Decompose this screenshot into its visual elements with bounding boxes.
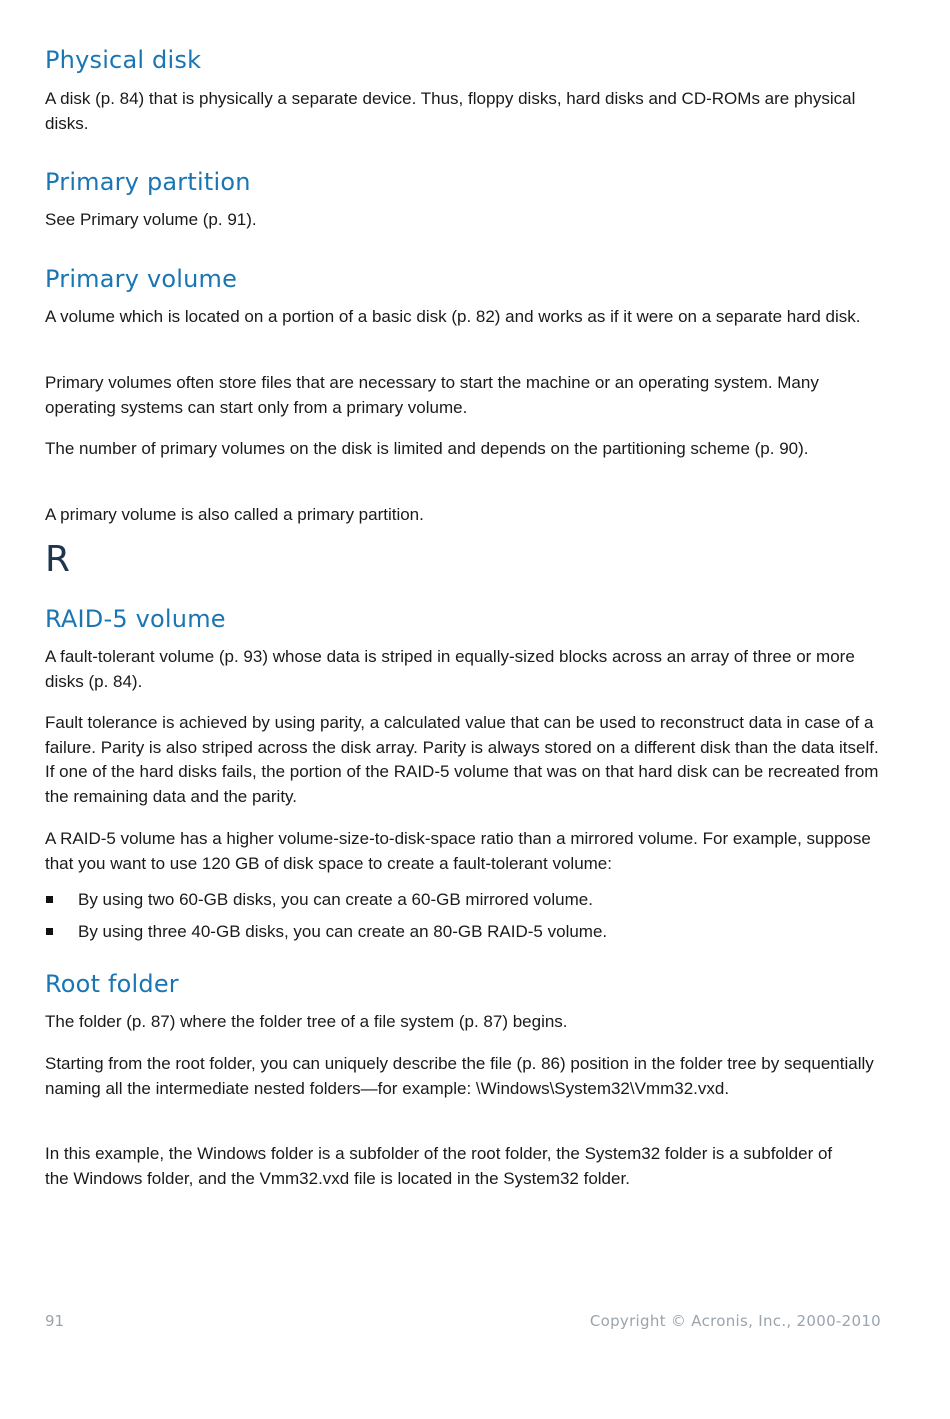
heading-primary-partition: Primary partition [45,168,251,196]
raid5-paragraph-1: A fault-tolerant volume (p. 93) whose data is striped in equally-sized blocks across an array of three or more disks (p. 84). [45,647,855,691]
root-folder-paragraph-2-text: Starting from the root folder, you can uniquely describe the file (p. 86) position in the folder tree by sequentially naming all the intermediate nested folders—for example: \Windows\System32\Vmm32.vxd. [45,1054,874,1098]
list-item [45,920,880,945]
bullet-text: By using two 60-GB disks, you can create a 60-GB mirrored volume. [78,890,593,909]
bullet-text: By using three 40-GB disks, you can create an 80-GB RAID-5 volume. [78,921,608,941]
primary-volume-paragraph-3: The number of primary volumes on the disk is limited and depends on the partitioning scheme (p. 90). [45,439,809,458]
primary-partition-paragraph: See Primary volume (p. 91). [45,210,257,229]
primary-volume-paragraph-2: Primary volumes often store files that are necessary to start the machine or an operating system. Many operating systems can start only from a primary volume. [45,373,819,417]
physical-disk-paragraph: A disk (p. 84) that is physically a separate device. Thus, floppy disks, hard disks and CD-ROMs are physical disks. [45,89,856,133]
list-item [45,888,880,913]
page-number: 91 [45,1312,65,1330]
primary-volume-paragraph-4: A primary volume is also called a primary partition. [45,505,424,524]
raid5-paragraph-2: Fault tolerance is achieved by using parity, a calculated value that can be used to reconstruct data in case of a failure. Parity is also striped across the disk array. Parity is always stored on a different disk than the data itself. If one of the hard disks fails, the portion of the RAID-5 volume that was on that hard disk can be recreated from the remaining data and the parity. [45,713,879,806]
raid5-paragraph-3: A RAID-5 volume has a higher volume-size-to-disk-space ratio than a mirrored volume. For example, suppose that you want to use 120 GB of disk space to create a fault-tolerant volume: [45,829,871,873]
heading-raid5-volume: RAID-5 volume [45,605,226,633]
heading-root-folder: Root folder [45,970,179,998]
square-bullet-icon [46,896,53,903]
square-bullet-icon [46,928,53,935]
raid5-bullet-list [45,888,880,944]
copyright-notice: Copyright © Acronis, Inc., 2000-2010 [589,1312,881,1330]
heading-primary-volume: Primary volume [45,265,238,293]
heading-physical-disk: Physical disk [45,46,202,74]
primary-volume-paragraph-1: A volume which is located on a portion of a basic disk (p. 82) and works as if it were on a separate hard disk. [45,307,861,326]
root-folder-paragraph-3: In this example, the Windows folder is a subfolder of the root folder, the System32 folder is a subfolder of the Windows folder, and the Vmm32.vxd file is located in the System32 folder. [45,1144,833,1188]
root-folder-paragraph-2 [45,1052,880,1101]
root-folder-paragraph-1: The folder (p. 87) where the folder tree of a file system (p. 87) begins. [45,1012,568,1031]
section-letter-r: R [45,539,71,580]
